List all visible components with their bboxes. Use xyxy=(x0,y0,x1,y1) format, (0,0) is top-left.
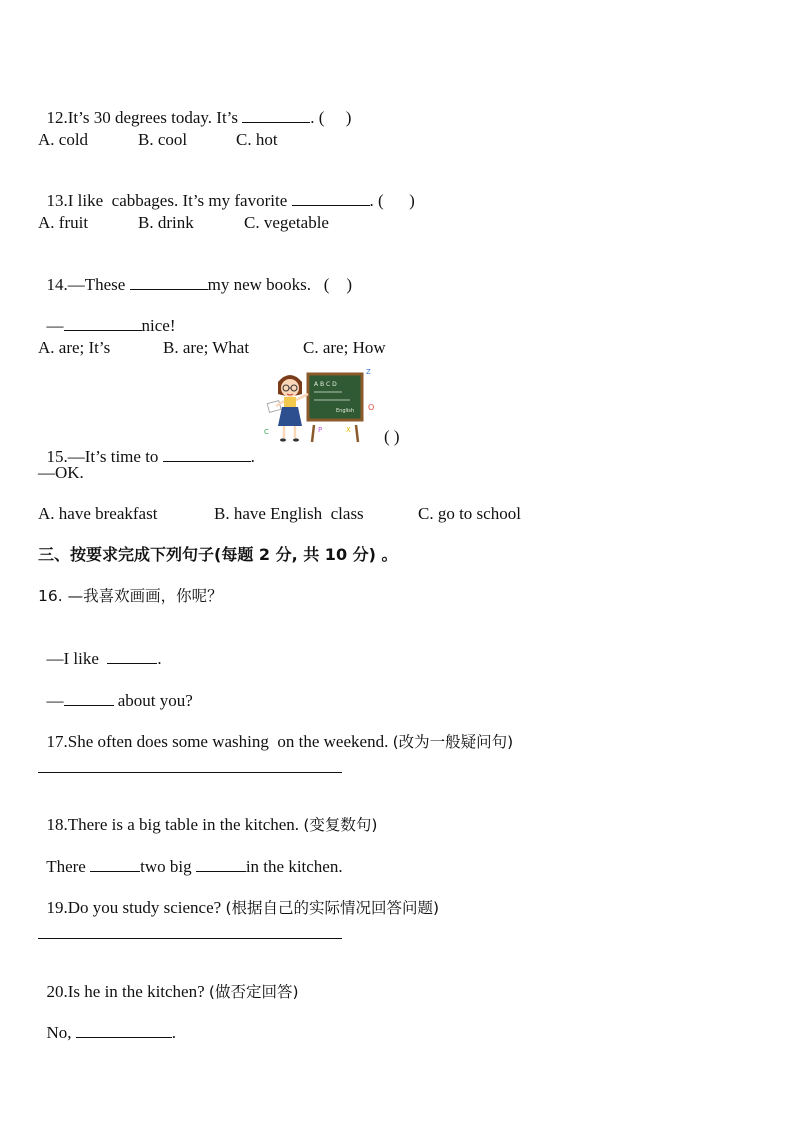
q16-blank-2[interactable] xyxy=(64,691,114,706)
question-19 xyxy=(38,878,439,918)
q18-post: in the kitchen. xyxy=(245,857,343,876)
q16-line2-pre: — xyxy=(46,691,64,710)
q13-blank[interactable] xyxy=(292,191,370,206)
q18-note: (变复数句) xyxy=(303,816,378,834)
teacher-blackboard-illustration xyxy=(262,368,380,446)
q14-reply xyxy=(38,296,175,336)
q19-stem: 19.Do you study science? xyxy=(46,898,226,917)
q13-option-a[interactable]: A. fruit xyxy=(38,213,89,232)
q15-tail: . xyxy=(250,447,255,466)
letter-c: C xyxy=(264,428,269,436)
letter-p: P xyxy=(318,426,323,434)
question-17 xyxy=(38,712,513,752)
q12-tail: . ( ) xyxy=(310,108,352,127)
q14-stem: 14.—These xyxy=(46,275,130,294)
question-18 xyxy=(38,795,377,835)
q16-line2-post: about you? xyxy=(113,691,193,710)
q19-note: (根据自己的实际情况回答问题) xyxy=(225,899,440,917)
q13-tail: . ( ) xyxy=(369,191,415,210)
q14-blank-2[interactable] xyxy=(64,316,142,331)
q14-option-c[interactable]: C. are; How xyxy=(303,338,386,357)
q14-reply-tail: nice! xyxy=(141,316,176,335)
q15-stem: 15.—It’s time to xyxy=(46,447,163,466)
q13-option-c[interactable]: C. vegetable xyxy=(244,213,329,232)
q14-mid: my new books. ( ) xyxy=(207,275,353,294)
question-14 xyxy=(38,255,352,295)
q18-pre: There xyxy=(46,857,91,876)
question-12 xyxy=(38,88,351,128)
q18-mid: two big xyxy=(140,857,196,876)
q12-stem: 12.It’s 30 degrees today. It’s xyxy=(46,108,243,127)
q18-blank-1[interactable] xyxy=(90,857,140,872)
question-15 xyxy=(38,427,255,467)
q14-blank-1[interactable] xyxy=(130,275,208,290)
q20-stem: 20.Is he in the kitchen? xyxy=(46,982,209,1001)
q20-answer-pre: No, xyxy=(46,1023,76,1042)
q15-paren: ( ) xyxy=(384,427,400,446)
q12-option-c[interactable]: C. hot xyxy=(236,130,278,149)
letter-z: Z xyxy=(366,368,371,376)
q14-option-b[interactable]: B. are; What xyxy=(163,338,250,357)
q15-blank[interactable] xyxy=(163,447,251,462)
q13-stem: 13.I like cabbages. It’s my favorite xyxy=(46,191,292,210)
section-3-title: 三、按要求完成下列句子(每题 2 分, 共 10 分) 。 xyxy=(38,545,398,564)
board-word: English xyxy=(336,408,355,414)
q14-reply-dash: — xyxy=(46,316,64,335)
q12-blank[interactable] xyxy=(242,108,310,123)
q18-stem: 18.There is a big table in the kitchen. xyxy=(46,815,304,834)
q14-option-a[interactable]: A. are; It’s xyxy=(38,338,111,357)
q16-blank-1[interactable] xyxy=(107,649,157,664)
q16-line1-post: . xyxy=(157,649,162,668)
q18-blank-2[interactable] xyxy=(196,857,246,872)
letter-x: X xyxy=(346,426,351,434)
q16-line1-pre: —I like xyxy=(46,649,108,668)
q16-stem: 16. —我喜欢画画，你呢？ xyxy=(38,587,223,605)
q18-answer xyxy=(38,837,343,877)
q17-stem: 17.She often does some washing on the weekend. xyxy=(46,732,393,751)
q20-answer-post: . xyxy=(171,1023,177,1042)
q15-option-b[interactable]: B. have English class xyxy=(214,504,364,523)
question-13 xyxy=(38,171,415,211)
q15-reply: —OK. xyxy=(38,463,84,482)
q16-line-1 xyxy=(38,629,162,669)
q20-note: (做否定回答) xyxy=(208,983,299,1001)
q12-option-b[interactable]: B. cool xyxy=(138,130,188,149)
q17-note: (改为一般疑问句) xyxy=(392,733,514,751)
q16-line-2 xyxy=(38,671,193,711)
q19-answer-line[interactable] xyxy=(38,938,342,939)
q12-option-a[interactable]: A. cold xyxy=(38,130,89,149)
board-letters: A B C D xyxy=(314,381,337,388)
q15-option-c[interactable]: C. go to school xyxy=(418,504,521,523)
q15-option-a[interactable]: A. have breakfast xyxy=(38,504,158,523)
q13-option-b[interactable]: B. drink xyxy=(138,213,194,232)
q17-answer-line[interactable] xyxy=(38,772,342,773)
letter-o: O xyxy=(368,403,375,412)
question-20 xyxy=(38,962,299,1002)
q20-answer xyxy=(38,1003,176,1043)
q20-blank[interactable] xyxy=(76,1023,172,1038)
